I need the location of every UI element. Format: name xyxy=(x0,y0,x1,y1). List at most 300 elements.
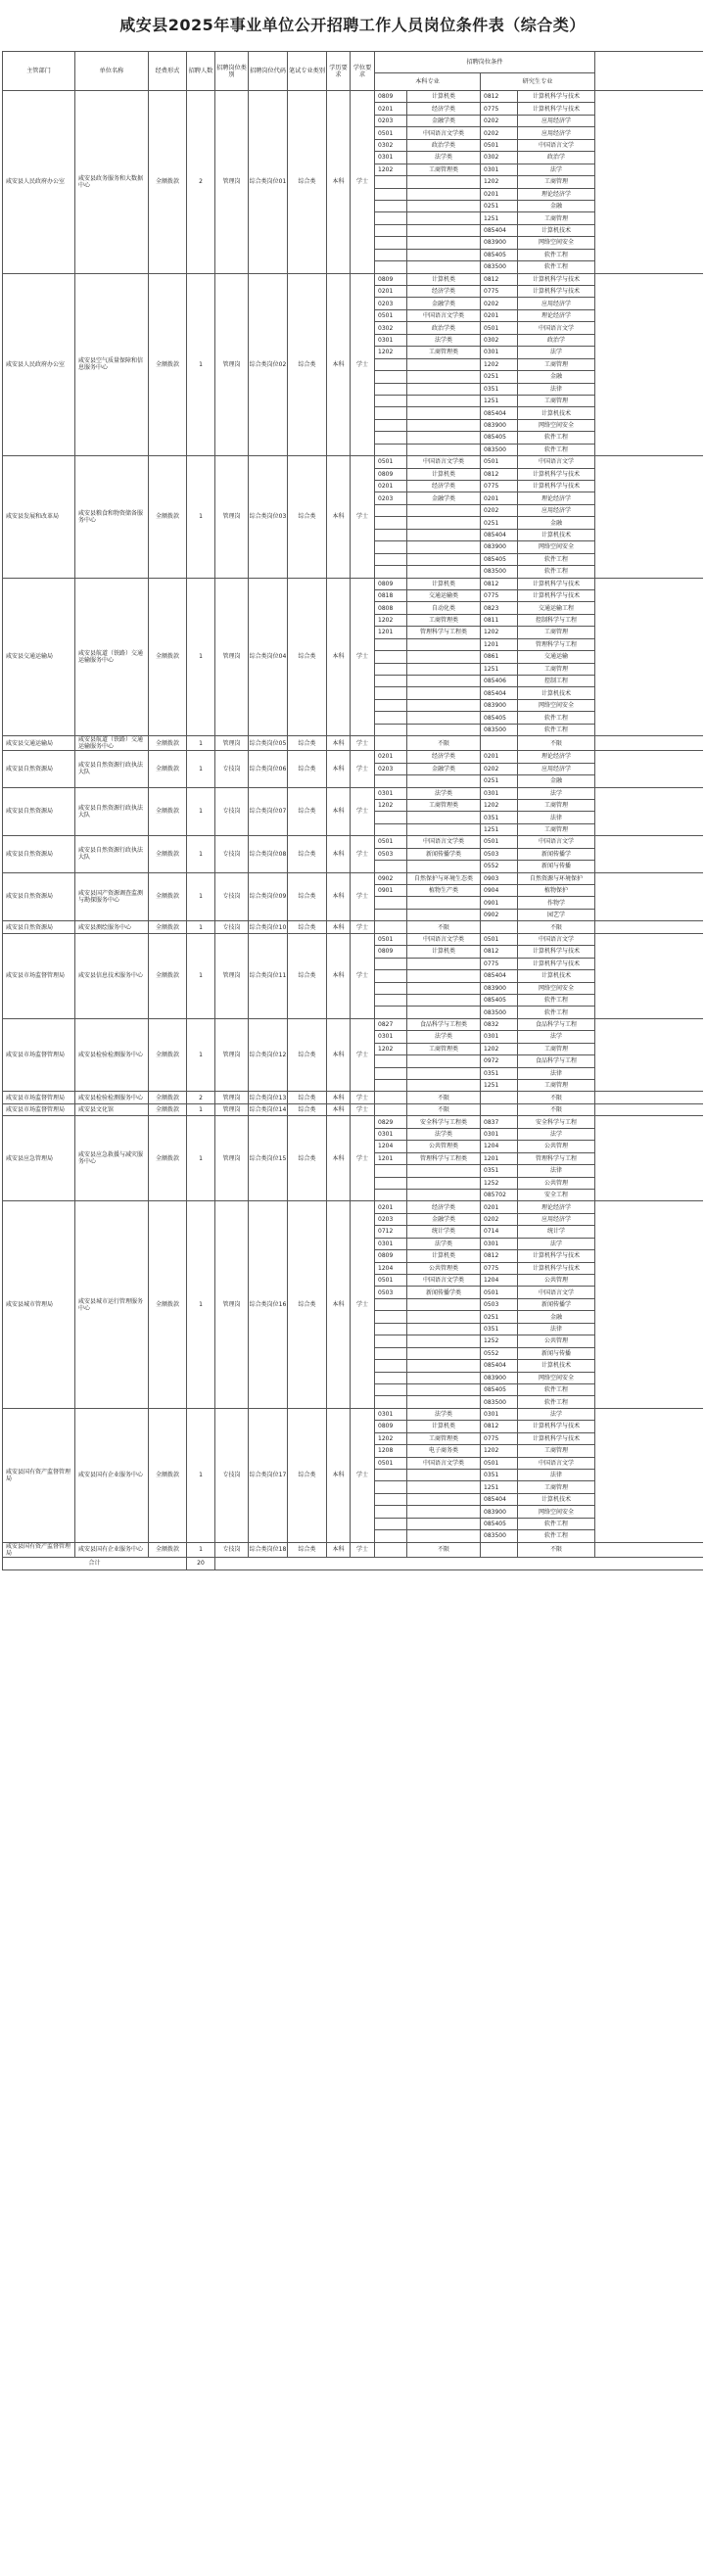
grad-major-cell: 计算机科学与技术 xyxy=(518,481,595,492)
undergrad-major-cell: 中国语言文学类 xyxy=(407,1457,481,1469)
undergrad-major-cell xyxy=(407,1518,481,1529)
category-cell: 管理岗 xyxy=(215,1116,249,1201)
funding-cell: 全额拨款 xyxy=(149,1103,187,1115)
grad-major-cell: 法学 xyxy=(518,1238,595,1249)
grad-major-cell: 计算机技术 xyxy=(518,687,595,699)
grad-major-cell: 法学 xyxy=(518,1408,595,1420)
education-cell: 本科 xyxy=(327,933,351,1018)
undergrad-code-cell xyxy=(375,1067,407,1079)
grad-code-cell: 085404 xyxy=(481,687,518,699)
grad-major-cell: 工商管理 xyxy=(518,395,595,406)
degree-cell: 学士 xyxy=(351,456,375,578)
unit-cell: 咸安县应急救援与减灾服务中心 xyxy=(75,1116,149,1201)
grad-major-cell: 计算机科学与技术 xyxy=(518,91,595,103)
grad-code-cell xyxy=(481,736,518,751)
grad-code-cell: 0202 xyxy=(481,1213,518,1225)
grad-code-cell xyxy=(481,921,518,933)
undergrad-major-cell: 不限 xyxy=(407,921,481,933)
position-code-cell: 综合类岗位04 xyxy=(249,578,288,736)
undergrad-code-cell xyxy=(375,529,407,540)
grad-code-cell: 083900 xyxy=(481,419,518,431)
grad-code-cell: 083500 xyxy=(481,444,518,455)
grad-major-cell: 新闻传播学 xyxy=(518,1298,595,1310)
grad-code-cell: 1252 xyxy=(481,1177,518,1189)
undergrad-major-cell xyxy=(407,504,481,516)
grad-code-cell: 083900 xyxy=(481,982,518,994)
unit-cell: 咸安县空气质量保障和信息服务中心 xyxy=(75,273,149,456)
count-cell: 1 xyxy=(187,456,215,578)
grad-major-cell: 计算机科学与技术 xyxy=(518,946,595,958)
undergrad-code-cell xyxy=(375,249,407,260)
grad-major-cell: 新闻与传播 xyxy=(518,1347,595,1359)
grad-major-cell: 网络空间安全 xyxy=(518,1372,595,1383)
undergrad-code-cell xyxy=(375,553,407,565)
extra-cell xyxy=(595,1408,704,1542)
table-row xyxy=(3,933,704,945)
undergrad-major-cell: 法学类 xyxy=(407,1408,481,1420)
funding-cell: 全额拨款 xyxy=(149,578,187,736)
degree-cell: 学士 xyxy=(351,273,375,456)
undergrad-code-cell xyxy=(375,1360,407,1372)
undergrad-code-cell: 1202 xyxy=(375,164,407,175)
undergrad-major-cell xyxy=(407,1298,481,1310)
funding-cell: 全额拨款 xyxy=(149,1018,187,1092)
undergrad-major-cell: 法学类 xyxy=(407,1031,481,1043)
grad-major-cell: 工商管理 xyxy=(518,799,595,811)
grad-code-cell: 085405 xyxy=(481,553,518,565)
extra-cell xyxy=(595,787,704,836)
degree-cell: 学士 xyxy=(351,921,375,933)
grad-code-cell: 0351 xyxy=(481,1067,518,1079)
degree-cell: 学士 xyxy=(351,1408,375,1542)
grad-major-cell: 工商管理 xyxy=(518,663,595,675)
grad-major-cell: 金融 xyxy=(518,775,595,787)
count-cell: 1 xyxy=(187,1116,215,1201)
undergrad-code-cell xyxy=(375,1103,407,1115)
position-code-cell: 综合类岗位14 xyxy=(249,1103,288,1115)
education-cell: 本科 xyxy=(327,751,351,787)
exam-type-cell: 综合类 xyxy=(288,578,327,736)
undergrad-major-cell: 经济学类 xyxy=(407,1201,481,1213)
undergrad-code-cell: 0501 xyxy=(375,836,407,848)
grad-code-cell: 085405 xyxy=(481,1518,518,1529)
grad-code-cell: 0501 xyxy=(481,933,518,945)
grad-code-cell: 0501 xyxy=(481,322,518,334)
grad-major-cell: 软件工程 xyxy=(518,712,595,724)
grad-major-cell: 工商管理 xyxy=(518,212,595,224)
education-cell: 本科 xyxy=(327,1542,351,1557)
undergrad-code-cell: 0501 xyxy=(375,456,407,468)
undergrad-major-cell xyxy=(407,861,481,872)
undergrad-major-cell xyxy=(407,529,481,540)
grad-major-cell: 网络空间安全 xyxy=(518,541,595,553)
grad-major-cell: 园艺学 xyxy=(518,909,595,920)
unit-cell: 咸安县文化馆 xyxy=(75,1103,149,1115)
dept-cell: 咸安县市场监督管理局 xyxy=(3,1092,75,1103)
funding-cell: 全额拨款 xyxy=(149,751,187,787)
unit-cell: 咸安县航道（铁路）交通运输服务中心 xyxy=(75,578,149,736)
undergrad-code-cell xyxy=(375,994,407,1006)
grad-major-cell: 网络空间安全 xyxy=(518,982,595,994)
undergrad-major-cell: 计算机类 xyxy=(407,273,481,285)
grad-major-cell: 政治学 xyxy=(518,334,595,346)
grad-code-cell: 0501 xyxy=(481,1287,518,1298)
undergrad-code-cell: 0501 xyxy=(375,933,407,945)
grad-major-cell: 工商管理 xyxy=(518,1445,595,1457)
undergrad-code-cell: 1208 xyxy=(375,1445,407,1457)
unit-cell: 咸安县国有企业服务中心 xyxy=(75,1408,149,1542)
education-cell: 本科 xyxy=(327,91,351,274)
extra-cell xyxy=(595,921,704,933)
undergrad-major-cell: 计算机类 xyxy=(407,1250,481,1262)
count-cell: 1 xyxy=(187,787,215,836)
funding-cell: 全额拨款 xyxy=(149,273,187,456)
exam-type-cell: 综合类 xyxy=(288,736,327,751)
grad-major-cell: 软件工程 xyxy=(518,1383,595,1395)
grad-major-cell: 计算机科学与技术 xyxy=(518,958,595,969)
undergrad-code-cell: 0301 xyxy=(375,152,407,164)
grad-code-cell: 0301 xyxy=(481,347,518,358)
grad-code-cell: 0775 xyxy=(481,1432,518,1444)
dept-cell: 咸安县国有资产监督管理局 xyxy=(3,1408,75,1542)
extra-cell xyxy=(595,1103,704,1115)
undergrad-code-cell xyxy=(375,651,407,663)
dept-cell: 咸安县交通运输局 xyxy=(3,578,75,736)
table-row xyxy=(3,273,704,285)
undergrad-code-cell xyxy=(375,897,407,909)
undergrad-major-cell: 经济学类 xyxy=(407,286,481,298)
position-code-cell: 综合类岗位11 xyxy=(249,933,288,1018)
grad-major-cell: 理论经济学 xyxy=(518,751,595,763)
undergrad-major-cell: 安全科学与工程类 xyxy=(407,1116,481,1128)
grad-code-cell: 085405 xyxy=(481,432,518,444)
grad-code-cell: 1202 xyxy=(481,1445,518,1457)
exam-type-cell: 综合类 xyxy=(288,872,327,921)
extra-cell xyxy=(595,578,704,736)
education-cell: 本科 xyxy=(327,736,351,751)
grad-code-cell: 0202 xyxy=(481,115,518,126)
grad-major-cell: 法学 xyxy=(518,1031,595,1043)
undergrad-code-cell: 1201 xyxy=(375,1152,407,1164)
grad-code-cell: 0775 xyxy=(481,958,518,969)
grad-major-cell: 理论经济学 xyxy=(518,188,595,200)
grad-major-cell: 安全工程 xyxy=(518,1189,595,1200)
grad-code-cell: 083900 xyxy=(481,699,518,711)
undergrad-code-cell: 0301 xyxy=(375,1031,407,1043)
grad-major-cell: 中国语言文学 xyxy=(518,1287,595,1298)
undergrad-code-cell xyxy=(375,1177,407,1189)
grad-major-cell: 法学 xyxy=(518,164,595,175)
grad-code-cell: 1251 xyxy=(481,1080,518,1092)
grad-code-cell: 0714 xyxy=(481,1226,518,1238)
grad-code-cell: 1202 xyxy=(481,358,518,370)
grad-major-cell: 金融 xyxy=(518,1311,595,1323)
undergrad-major-cell xyxy=(407,261,481,273)
grad-major-cell: 食品科学与工程 xyxy=(518,1055,595,1067)
grad-major-cell: 公共管理 xyxy=(518,1141,595,1152)
grad-major-cell: 应用经济学 xyxy=(518,763,595,774)
undergrad-major-cell: 金融学类 xyxy=(407,763,481,774)
undergrad-code-cell xyxy=(375,982,407,994)
undergrad-code-cell: 0203 xyxy=(375,492,407,504)
grad-code-cell: 083900 xyxy=(481,541,518,553)
undergrad-major-cell xyxy=(407,1335,481,1347)
grad-major-cell: 理论经济学 xyxy=(518,492,595,504)
undergrad-code-cell xyxy=(375,1518,407,1529)
grad-code-cell: 0202 xyxy=(481,504,518,516)
undergrad-code-cell: 0501 xyxy=(375,1275,407,1287)
undergrad-major-cell xyxy=(407,1372,481,1383)
undergrad-major-cell: 中国语言文学类 xyxy=(407,456,481,468)
grad-major-cell: 计算机技术 xyxy=(518,1360,595,1372)
undergrad-code-cell: 1204 xyxy=(375,1262,407,1274)
education-cell: 本科 xyxy=(327,578,351,736)
undergrad-major-cell: 工商管理类 xyxy=(407,799,481,811)
grad-code-cell: 0201 xyxy=(481,492,518,504)
undergrad-major-cell: 不限 xyxy=(407,1542,481,1557)
undergrad-major-cell: 不限 xyxy=(407,1092,481,1103)
education-cell: 本科 xyxy=(327,273,351,456)
grad-major-cell: 网络空间安全 xyxy=(518,699,595,711)
degree-cell: 学士 xyxy=(351,787,375,836)
undergrad-major-cell: 工商管理类 xyxy=(407,614,481,626)
count-cell: 1 xyxy=(187,578,215,736)
undergrad-major-cell: 法学类 xyxy=(407,1128,481,1140)
grad-major-cell: 管理科学与工程 xyxy=(518,1152,595,1164)
funding-cell: 全额拨款 xyxy=(149,91,187,274)
degree-cell: 学士 xyxy=(351,578,375,736)
undergrad-major-cell xyxy=(407,407,481,419)
undergrad-major-cell: 公共管理类 xyxy=(407,1141,481,1152)
undergrad-code-cell xyxy=(375,358,407,370)
grad-code-cell: 1202 xyxy=(481,799,518,811)
undergrad-code-cell xyxy=(375,1080,407,1092)
undergrad-major-cell xyxy=(407,444,481,455)
extra-cell xyxy=(595,933,704,1018)
undergrad-code-cell: 0301 xyxy=(375,334,407,346)
grad-code-cell: 0775 xyxy=(481,286,518,298)
grad-code-cell: 0202 xyxy=(481,763,518,774)
dept-cell: 咸安县人民政府办公室 xyxy=(3,91,75,274)
undergrad-code-cell xyxy=(375,1092,407,1103)
undergrad-code-cell xyxy=(375,1372,407,1383)
grad-major-cell: 工商管理 xyxy=(518,358,595,370)
undergrad-major-cell: 中国语言文学类 xyxy=(407,127,481,139)
position-table-body xyxy=(3,91,704,1570)
grad-major-cell: 软件工程 xyxy=(518,1518,595,1529)
undergrad-major-cell xyxy=(407,970,481,982)
undergrad-code-cell xyxy=(375,663,407,675)
position-code-cell: 综合类岗位15 xyxy=(249,1116,288,1201)
grad-major-cell: 食品科学与工程 xyxy=(518,1018,595,1030)
header-category: 招聘岗位类别 xyxy=(215,52,249,91)
undergrad-major-cell xyxy=(407,1323,481,1335)
dept-cell: 咸安县人民政府办公室 xyxy=(3,273,75,456)
grad-code-cell: 083500 xyxy=(481,566,518,578)
grad-code-cell: 0202 xyxy=(481,298,518,309)
grad-major-cell: 计算机科学与技术 xyxy=(518,103,595,115)
undergrad-major-cell: 经济学类 xyxy=(407,751,481,763)
undergrad-major-cell: 管理科学与工程类 xyxy=(407,627,481,638)
undergrad-major-cell xyxy=(407,775,481,787)
grad-major-cell: 软件工程 xyxy=(518,249,595,260)
grad-code-cell: 0904 xyxy=(481,885,518,897)
undergrad-major-cell xyxy=(407,541,481,553)
header-dept: 主管部门 xyxy=(3,52,75,91)
undergrad-major-cell xyxy=(407,1007,481,1018)
grad-major-cell: 新闻与传播 xyxy=(518,861,595,872)
exam-type-cell: 综合类 xyxy=(288,1103,327,1115)
undergrad-code-cell xyxy=(375,224,407,236)
undergrad-major-cell xyxy=(407,371,481,383)
undergrad-code-cell: 1202 xyxy=(375,347,407,358)
undergrad-code-cell: 1202 xyxy=(375,614,407,626)
undergrad-code-cell: 0203 xyxy=(375,298,407,309)
education-cell: 本科 xyxy=(327,1408,351,1542)
grad-major-cell: 法学 xyxy=(518,347,595,358)
undergrad-major-cell: 经济学类 xyxy=(407,481,481,492)
position-table xyxy=(2,51,703,1570)
undergrad-code-cell: 0302 xyxy=(375,322,407,334)
undergrad-code-cell: 1202 xyxy=(375,799,407,811)
table-row xyxy=(3,836,704,848)
grad-code-cell: 085405 xyxy=(481,1383,518,1395)
grad-code-cell: 085404 xyxy=(481,529,518,540)
grad-code-cell: 0501 xyxy=(481,1457,518,1469)
grad-major-cell: 软件工程 xyxy=(518,432,595,444)
grad-code-cell: 1202 xyxy=(481,1043,518,1054)
page-title: 咸安县2025年事业单位公开招聘工作人员岗位条件表（综合类） xyxy=(119,16,586,34)
exam-type-cell: 综合类 xyxy=(288,751,327,787)
grad-code-cell xyxy=(481,1542,518,1557)
count-cell: 1 xyxy=(187,1201,215,1408)
undergrad-code-cell xyxy=(375,200,407,211)
undergrad-code-cell xyxy=(375,1298,407,1310)
position-code-cell: 综合类岗位09 xyxy=(249,872,288,921)
undergrad-major-cell: 管理科学与工程类 xyxy=(407,1152,481,1164)
grad-code-cell: 1251 xyxy=(481,823,518,835)
grad-major-cell: 软件工程 xyxy=(518,566,595,578)
undergrad-major-cell: 金融学类 xyxy=(407,492,481,504)
extra-cell xyxy=(595,1092,704,1103)
undergrad-major-cell: 食品科学与工程类 xyxy=(407,1018,481,1030)
undergrad-major-cell xyxy=(407,1396,481,1408)
exam-type-cell: 综合类 xyxy=(288,1116,327,1201)
table-row xyxy=(3,921,704,933)
grad-code-cell: 0902 xyxy=(481,909,518,920)
undergrad-code-cell xyxy=(375,1530,407,1542)
position-code-cell: 综合类岗位17 xyxy=(249,1408,288,1542)
grad-code-cell: 0972 xyxy=(481,1055,518,1067)
education-cell: 本科 xyxy=(327,921,351,933)
undergrad-major-cell xyxy=(407,699,481,711)
undergrad-code-cell xyxy=(375,1323,407,1335)
grad-major-cell: 软件工程 xyxy=(518,261,595,273)
grad-major-cell: 理论经济学 xyxy=(518,1201,595,1213)
degree-cell: 学士 xyxy=(351,1542,375,1557)
undergrad-major-cell: 法学类 xyxy=(407,152,481,164)
exam-type-cell: 综合类 xyxy=(288,933,327,1018)
undergrad-major-cell: 政治学类 xyxy=(407,139,481,151)
total-row xyxy=(3,1557,704,1569)
funding-cell: 全额拨款 xyxy=(149,1116,187,1201)
position-table-container xyxy=(2,51,703,2576)
grad-code-cell: 0812 xyxy=(481,91,518,103)
category-cell: 管理岗 xyxy=(215,933,249,1018)
position-code-cell: 综合类岗位03 xyxy=(249,456,288,578)
undergrad-code-cell xyxy=(375,921,407,933)
category-cell: 专技岗 xyxy=(215,1542,249,1557)
undergrad-code-cell: 0302 xyxy=(375,139,407,151)
grad-major-cell: 应用经济学 xyxy=(518,504,595,516)
dept-cell: 咸安县自然资源局 xyxy=(3,836,75,872)
grad-major-cell: 法律 xyxy=(518,1165,595,1177)
undergrad-code-cell: 0203 xyxy=(375,1213,407,1225)
table-row xyxy=(3,1018,704,1030)
grad-code-cell: 085405 xyxy=(481,712,518,724)
undergrad-code-cell: 0203 xyxy=(375,115,407,126)
grad-major-cell: 网络空间安全 xyxy=(518,237,595,249)
undergrad-code-cell xyxy=(375,1055,407,1067)
grad-code-cell: 083500 xyxy=(481,1530,518,1542)
undergrad-code-cell xyxy=(375,504,407,516)
funding-cell: 全额拨款 xyxy=(149,921,187,933)
grad-code-cell: 083900 xyxy=(481,1506,518,1518)
undergrad-major-cell: 电子商务类 xyxy=(407,1445,481,1457)
dept-cell: 咸安县交通运输局 xyxy=(3,736,75,751)
undergrad-major-cell xyxy=(407,823,481,835)
unit-cell: 咸安县自然资源行政执法大队 xyxy=(75,787,149,836)
grad-code-cell: 0775 xyxy=(481,103,518,115)
grad-major-cell: 交通运输 xyxy=(518,651,595,663)
grad-major-cell: 法学 xyxy=(518,1128,595,1140)
undergrad-major-cell: 中国语言文学类 xyxy=(407,1275,481,1287)
undergrad-code-cell: 0201 xyxy=(375,286,407,298)
grad-code-cell: 0812 xyxy=(481,578,518,589)
grad-major-cell: 工商管理 xyxy=(518,1043,595,1054)
grad-major-cell: 软件工程 xyxy=(518,1530,595,1542)
total-count-cell: 20 xyxy=(187,1557,215,1569)
undergrad-code-cell xyxy=(375,517,407,529)
position-code-cell: 综合类岗位08 xyxy=(249,836,288,872)
extra-cell xyxy=(595,836,704,872)
extra-cell xyxy=(595,91,704,274)
education-cell: 本科 xyxy=(327,1092,351,1103)
undergrad-major-cell xyxy=(407,553,481,565)
unit-cell: 咸安县信息技术服务中心 xyxy=(75,933,149,1018)
undergrad-code-cell: 0809 xyxy=(375,578,407,589)
degree-cell: 学士 xyxy=(351,872,375,921)
undergrad-major-cell xyxy=(407,676,481,687)
category-cell: 管理岗 xyxy=(215,91,249,274)
undergrad-code-cell: 0301 xyxy=(375,1128,407,1140)
grad-code-cell: 083500 xyxy=(481,724,518,735)
undergrad-major-cell: 不限 xyxy=(407,736,481,751)
exam-type-cell: 综合类 xyxy=(288,91,327,274)
undergrad-code-cell xyxy=(375,1189,407,1200)
unit-cell: 咸安县自然资源行政执法大队 xyxy=(75,751,149,787)
exam-type-cell: 综合类 xyxy=(288,787,327,836)
category-cell: 专技岗 xyxy=(215,1408,249,1542)
degree-cell: 学士 xyxy=(351,836,375,872)
grad-code-cell: 0301 xyxy=(481,787,518,799)
grad-major-cell: 软件工程 xyxy=(518,1396,595,1408)
grad-major-cell: 控制工程 xyxy=(518,676,595,687)
grad-code-cell: 0351 xyxy=(481,1165,518,1177)
position-code-cell: 综合类岗位13 xyxy=(249,1092,288,1103)
undergrad-code-cell: 0809 xyxy=(375,273,407,285)
extra-cell xyxy=(595,1116,704,1201)
